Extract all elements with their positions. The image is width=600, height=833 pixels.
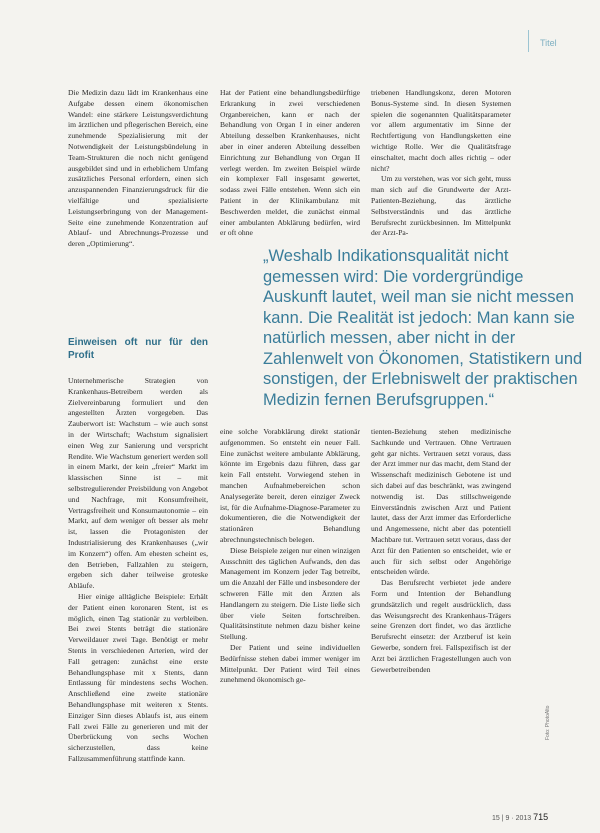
header-rule — [528, 30, 529, 52]
paragraph: Das Berufsrecht verbietet jede andere Form und Intention der Behandlung grundsätzlich und regelt ausdrücklich, dass das Weisungsrecht des Krankenhaus-Trägers seine Grenzen dort findet, wo das ärztliche Berufsrecht einsetzt: der Arztberuf ist kein Gewerbe, sondern frei. Fallspezifisch ist der Arzt bei ärztlichen Fragestellungen auch von Gewerbetreibenden — [371, 578, 511, 674]
subheading: Einweisen oft nur für den Profit — [68, 337, 208, 361]
pull-quote: „Weshalb Indikationsqualität nicht gemessen wird: Die vordergründige Auskunft lautet, weil man sie nicht messen kann. Die Realität ist jedoch: Man kann sie natürlich messen, aber nicht in der Zahlenwelt von Ökonomen, Statistikern und sonstigen, der Erlebniswelt der praktischen Medizin fernen Berufsgruppen.“ — [263, 247, 583, 409]
paragraph: triebenen Handlungskonz, deren Motoren Bonus-Systeme sind. In diesen Systemen spielen die sogenannten Qualitätsparameter vor allem argumentativ im Sinne der Rechtfertigung von Handlungsketten eine wichtige Rolle. Wer die Qualitätsfrage einschaltet, macht doch alles richtig – oder nicht? — [371, 88, 511, 173]
issue-number: 15 | 9 · 2013 — [492, 815, 532, 822]
paragraph: Die Medizin dazu lädt im Krankenhaus eine Aufgabe dessen einem ökonomischen Wandel: eine stärkere Leistungsverdichtung im ärztlichen und pflegerischen Bereich, eine zunehmende Spezialisierung mit der Notwendigkeit der Leistungsbündelung in Team-Strukturen die noch nicht genügend ausgebildet sind und in erheblichem Umfang zusätzliches Personal erfordern, einen sich anzuspannenden Finanzierungsdruck für die vielfältige und spezialisierte Leistungserbringung von der Management-Seite eine zunehmende Konzentration auf Ablauf- und Abrechnungs-Prozesse und deren „Optimierung“. — [68, 88, 208, 249]
page-number: 715 — [533, 812, 549, 822]
column-2-top — [220, 88, 360, 239]
paragraph: tienten-Beziehung stehen medizinische Sachkunde und Vertrauen. Ohne Vertrauen geht gar nichts. Vertrauen setzt voraus, dass der Arzt immer nur das macht, dem Stand der Wissenschaft medizinisch Gebotene ist und sich dabei auf das beschränkt, was zwingend notwendig ist. Das stillschweigende Einverständnis zwischen Arzt und Patient lautet, dass der Arzt immer das Erforderliche und Angemessene, nicht aber das potentiell Machbare tut. Vertrauen setzt voraus, dass der Arzt für den Patienten so entscheidet, wie er auch für sich selbst oder Angehörige entscheiden würde. — [371, 427, 511, 577]
photo-credit: Foto: PhotoAlto — [545, 705, 551, 740]
column-2-bottom — [220, 427, 360, 686]
section-title: Titel — [540, 38, 557, 48]
paragraph: Hier einige alltägliche Beispiele: Erhält der Patient einen koronaren Stent, ist es möglich, einen Tag stationär zu verbleiben. Bei zwei Stents beträgt die stationäre Verweildauer zwei Tage. Benötigt er mehr Stents in verschiedenen Arterien, wird der Fall getragen: zunächst eine erste Behandlungsphase mit x Stents, dann Entlassung für mindestens sechs Wochen. Anschließend eine zweite stationäre Behandlungsphase mit weiteren x Stents. Einziger Sinn dieses Ablaufs ist, aus einem Fall zwei Fälle zu generieren und mit der Überbrückung von sechs Wochen sicherzustellen, dass keine Fallzusammenführung stattfinde kann. — [68, 591, 208, 763]
column-1-bottom — [68, 330, 208, 765]
paragraph: Hat der Patient eine behandlungsbedürftige Erkrankung in zwei verschiedenen Organbereichen, kann er nach der Behandlung von Organ I in einer anderen Abteilung desselben Krankenhauses, nicht aber in einer anderen Abteilung desselben Einrichtung zur Behandlung von Organ II verlegt werden. Im zweiten Beispiel würde ein komplexer Fall insgesamt gewertet, sodass zwei Fälle entstehen. Wenn sich ein Patient in der Klinikambulanz mit Beschwerden meldet, die zunächst einmal einer ambulanten Abklärung bedürfen, wird er oft ohne — [220, 88, 360, 238]
paragraph: eine solche Vorabklärung direkt stationär aufgenommen. So entsteht ein neuer Fall. Eine zunächst weitere ambulante Abklärung, könnte im Ergebnis dazu führen, dass gar kein Fall entsteht. Vorwiegend stehen in manchen Aufnahmebereichen schon Analysegeräte bereit, deren einziger Zweck ist, für die Aufnahme-Diagnose-Parameter zu dokumentieren, die die Notwendigkeit der stationären Behandlung abrechnungstechnisch belegen. — [220, 427, 360, 544]
page-folio — [492, 812, 548, 822]
paragraph: Um zu verstehen, was vor sich geht, muss man sich auf die Grundwerte der Arzt-Patienten-Beziehung, das ärztliche Selbstverständnis und das ärztliche Berufsrecht zurückbesinnen. Im Mittelpunkt der Arzt-Pa- — [371, 174, 511, 238]
paragraph: Unternehmerische Strategien von Krankenhaus-Betreibern werden als Zielvereinbarung formuliert und den angestellten Ärzten vorgegeben. Das Zauberwort ist: Wachstum – wie auch sonst in der Wirtschaft; Wachstum signalisiert einen Weg zur Sanierung und verspricht Rendite. Wie Wachstum generiert werden soll in einem Markt, der kein „freier“ Markt im klassischen Sinne ist – mit selbstregulierender Preisbildung von Angebot und Nachfrage, mit Konsumfreiheit, Vertragsfreiheit und Konsumautonomie – ein Markt, auf dem weniger oft besser als mehr ist, lassen die Protagonisten der Industrialisierung des Krankenhauses („wir im Konzern“) offen. Am ehesten scheint es, den Betrieben, Fallzahlen zu steigern, ergeben sich daher teilweise groteske Abläufe. — [68, 376, 208, 591]
column-1-top — [68, 88, 208, 250]
column-3-bottom — [371, 427, 511, 675]
paragraph: Der Patient und seine individuellen Bedürfnisse stehen dabei immer weniger im Mittelpunkt. Der Patient wird Teil eines zunehmend ökonomisch ge- — [220, 642, 360, 685]
column-3-top — [371, 88, 511, 239]
paragraph: Diese Beispiele zeigen nur einen winzigen Ausschnitt des täglichen Aufwands, den das Management im Konzern jeder Tag betreibt, um die Anzahl der Fälle und insbesondere der schweren Fälle mit den Ärzten als Handlangern zu steigern. Die Liste ließe sich über viele Seiten fortschreiben. Qualitätsinstitute nehmen dazu bisher keine Stellung. — [220, 545, 360, 642]
section-header — [540, 38, 580, 50]
